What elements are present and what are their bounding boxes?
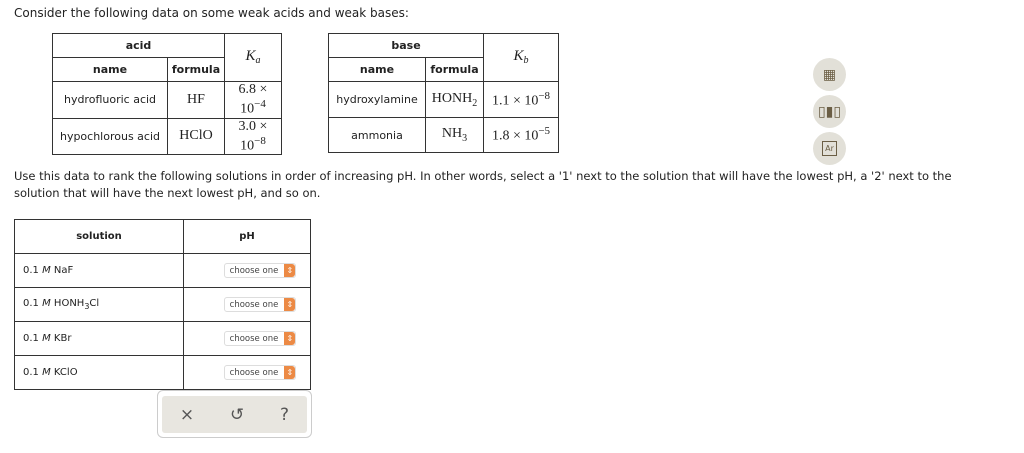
- ph-select[interactable]: choose one ⇕: [224, 331, 297, 346]
- undo-button[interactable]: ↺: [229, 404, 245, 425]
- table-row: ammonia $NH_3$ $1.8 \times 10^{-5}$: [329, 118, 559, 153]
- ph-select[interactable]: choose one ⇕: [224, 297, 297, 312]
- solution-header: solution: [15, 220, 184, 254]
- kb-header: $K_b$: [484, 34, 559, 82]
- base-table: [328, 33, 559, 153]
- table-row: 0.1 M $HONH_3Cl$ choose one ⇕: [15, 288, 311, 322]
- calculator-icon[interactable]: ▦: [813, 58, 846, 91]
- name-header: name: [329, 58, 426, 82]
- ph-header: pH: [184, 220, 311, 254]
- chevron-updown-icon: ⇕: [284, 298, 295, 311]
- intro-text: Consider the following data on some weak acids and weak bases:: [14, 6, 409, 20]
- formula-header: formula: [426, 58, 484, 82]
- table-row: 0.1 M NaF choose one ⇕: [15, 254, 311, 288]
- table-row: hydrofluoric acid HF $6.8 \times 10^{-4}$: [53, 82, 282, 119]
- name-header: name: [53, 58, 168, 82]
- ph-select[interactable]: choose one ⇕: [224, 365, 297, 380]
- formula-header: formula: [168, 58, 225, 82]
- table-row: hydroxylamine $HONH_2$ $1.1 \times 10^{-8}$: [329, 82, 559, 118]
- base-group-header: base: [329, 34, 484, 58]
- table-row: 0.1 M KClO choose one ⇕: [15, 356, 311, 390]
- instructions: Use this data to rank the following solutions in order of increasing pH. In other words, select a '1' next to the solution that will have the lowest pH, a '2' next to the solution that will have the next lowest pH, and so on.: [14, 169, 952, 200]
- solution-table: [14, 219, 311, 390]
- periodic-table-icon[interactable]: Ar: [813, 132, 846, 165]
- action-bar: [157, 390, 312, 438]
- clear-button[interactable]: ×: [179, 404, 195, 425]
- table-row: hypochlorous acid HClO $3.0 \times 10^{-8}$: [53, 118, 282, 155]
- chevron-updown-icon: ⇕: [284, 264, 295, 277]
- acid-table: [52, 33, 282, 155]
- ph-select[interactable]: choose one ⇕: [224, 263, 297, 278]
- ka-header: $K_a$: [225, 34, 282, 82]
- chevron-updown-icon: ⇕: [284, 332, 295, 345]
- table-row: 0.1 M KBr choose one ⇕: [15, 322, 311, 356]
- bar-chart-icon[interactable]: ▯▮▯: [813, 95, 846, 128]
- help-button[interactable]: ?: [280, 404, 290, 425]
- acid-group-header: acid: [53, 34, 225, 58]
- chevron-updown-icon: ⇕: [284, 366, 295, 379]
